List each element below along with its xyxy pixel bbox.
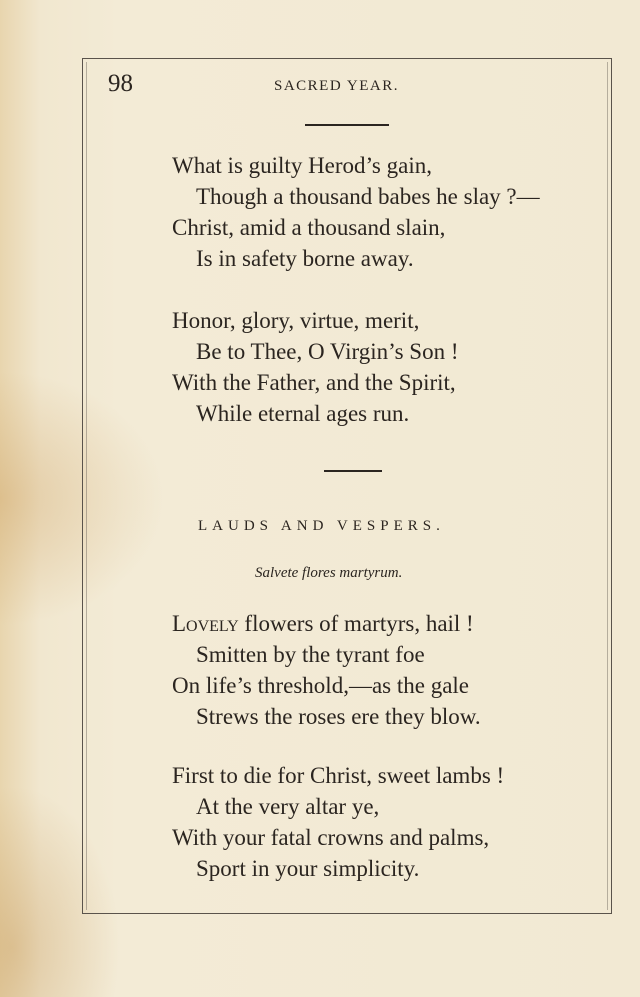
verse-line: What is guilty Herod’s gain, (172, 153, 432, 178)
section-divider (324, 470, 382, 472)
verse-line: Sport in your simplicity. (196, 856, 420, 881)
verse-line-first (172, 608, 481, 639)
stanza-1 (172, 150, 540, 274)
verse-line: Honor, glory, virtue, merit, (172, 308, 420, 333)
latin-subtitle: Salvete flores martyrum. (255, 565, 403, 581)
verse-line: Is in safety borne away. (196, 246, 414, 271)
hymn-stanza-1 (172, 608, 481, 732)
verse-line: At the very altar ye, (196, 794, 380, 819)
verse-line: Though a thousand babes he slay ?— (196, 184, 540, 209)
drop-word: Lovely (172, 611, 239, 636)
section-title: LAUDS AND VESPERS. (198, 518, 445, 534)
verse-line: Be to Thee, O Virgin’s Son ! (196, 339, 459, 364)
page-number: 98 (108, 70, 133, 97)
verse-line: First to die for Christ, sweet lambs ! (172, 763, 505, 788)
stanza-2 (172, 305, 458, 429)
hymn-stanza-2 (172, 760, 504, 884)
verse-line: With your fatal crowns and palms, (172, 825, 490, 850)
header-rule (305, 124, 389, 126)
verse-line: Smitten by the tyrant foe (196, 642, 425, 667)
verse-line: On life’s threshold,—as the gale (172, 673, 470, 698)
running-head: SACRED YEAR. (274, 78, 399, 94)
verse-line: Christ, amid a thousand slain, (172, 215, 446, 240)
first-line-rest: flowers of martyrs, hail ! (238, 611, 474, 636)
verse-line: Strews the roses ere they blow. (196, 704, 481, 729)
verse-line: With the Father, and the Spirit, (172, 370, 456, 395)
verse-line: While eternal ages run. (196, 401, 410, 426)
